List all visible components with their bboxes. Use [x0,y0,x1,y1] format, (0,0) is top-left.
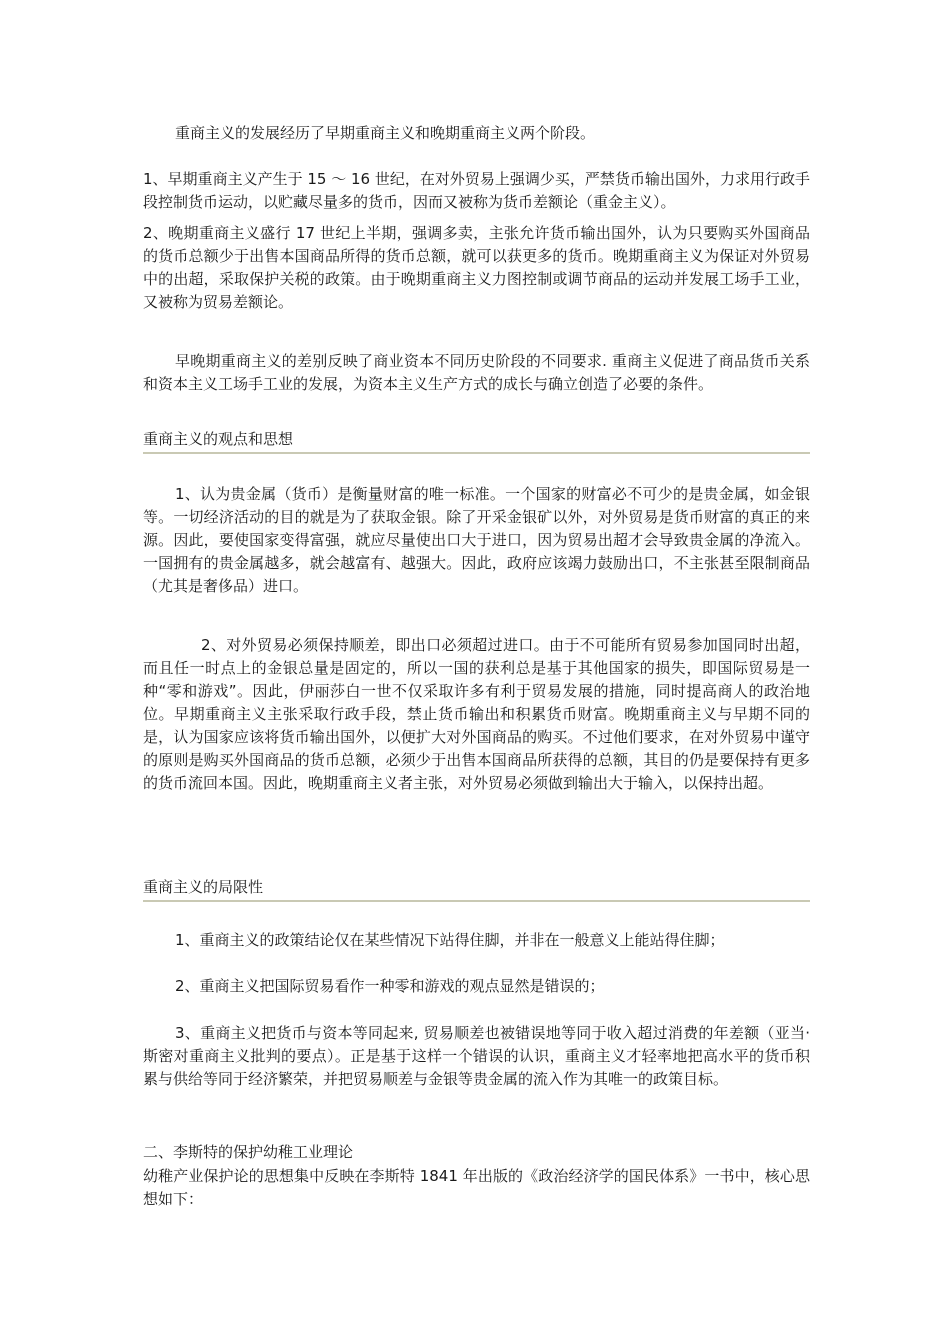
section-heading-limits: 重商主义的局限性 [143,878,264,896]
section-divider [143,900,810,902]
section-heading-list-theory: 二、李斯特的保护幼稚工业理论 [143,1143,354,1161]
limits-point-2: 2、重商主义把国际贸易看作一种零和游戏的观点显然是错误的； [175,977,605,995]
list-theory-intro: 幼稚产业保护论的思想集中反映在李斯特 1841 年出版的《政治经济学的国民体系》一书中，核心思想如下： [143,1167,810,1208]
section-heading-views: 重商主义的观点和思想 [143,430,294,448]
views-point-2: 2、对外贸易必须保持顺差，即出口必须超过进口。由于不可能所有贸易参加国同时出超，而且任一时点上的金银总量是固定的，所以一国的获利总是基于其他国家的损失，即国际贸易是一种“零和游戏”。因此，伊丽莎白一世不仅采取许多有利于贸易发展的措施，同时提高商人的政治地位。早期重商主义主张采取行政手段，禁止货币输出和积累货币财富。晚期重商主义与早期不同的是，认为国家应该将货币输出国外，以便扩大对外国商品的购买。不过他们要求，在对外贸易中谨守的原则是购买外国商品的货币总额，必须少于出售本国商品所获得的总额，其目的仍是要保持有更多的货币流回本国。因此，晚期重商主义者主张，对外贸易必须做到输出大于输入，以保持出超。 [143,636,810,792]
views-point-1: 1、认为贵金属（货币）是衡量财富的唯一标准。一个国家的财富必不可少的是贵金属，如金银等。一切经济活动的目的就是为了获取金银。除了开采金银矿以外，对外贸易是货币财富的真正的来源。因此，要使国家变得富强，就应尽量使出口大于进口，因为贸易出超才会导致贵金属的净流入。一国拥有的贵金属越多，就会越富有、越强大。因此，政府应该竭力鼓励出口，不主张甚至限制商品（尤其是奢侈品）进口。 [143,485,810,595]
early-mercantilism-paragraph: 1、早期重商主义产生于 15 ～ 16 世纪，在对外贸易上强调少买，严禁货币输出国外，力求用行政手段控制货币运动，以贮藏尽量多的货币，因而又被称为货币差额论（重金主义）。 [143,170,810,211]
section-divider [143,452,810,454]
limits-point-1: 1、重商主义的政策结论仅在某些情况下站得住脚，并非在一般意义上能站得住脚； [175,931,725,949]
intro-paragraph: 重商主义的发展经历了早期重商主义和晚期重商主义两个阶段。 [175,124,596,142]
limits-point-3: 3、重商主义把货币与资本等同起来, 贸易顺差也被错误地等同于收入超过消费的年差额（亚当·斯密对重商主义批判的要点）。正是基于这样一个错误的认识，重商主义才轻率地把高水平的货币积累与供给等同于经济繁荣，并把贸易顺差与金银等贵金属的流入作为其唯一的政策目标。 [143,1024,810,1088]
late-mercantilism-paragraph: 2、晚期重商主义盛行 17 世纪上半期，强调多卖，主张允许货币输出国外，认为只要购买外国商品的货币总额少于出售本国商品所得的货币总额，就可以获更多的货币。晚期重商主义为保证对外贸易中的出超，采取保护关税的政策。由于晚期重商主义力图控制或调节商品的运动并发展工场手工业，又被称为贸易差额论。 [143,224,810,311]
difference-paragraph: 早晚期重商主义的差别反映了商业资本不同历史阶段的不同要求. 重商主义促进了商品货币关系和资本主义工场手工业的发展，为资本主义生产方式的成长与确立创造了必要的条件。 [143,352,810,393]
